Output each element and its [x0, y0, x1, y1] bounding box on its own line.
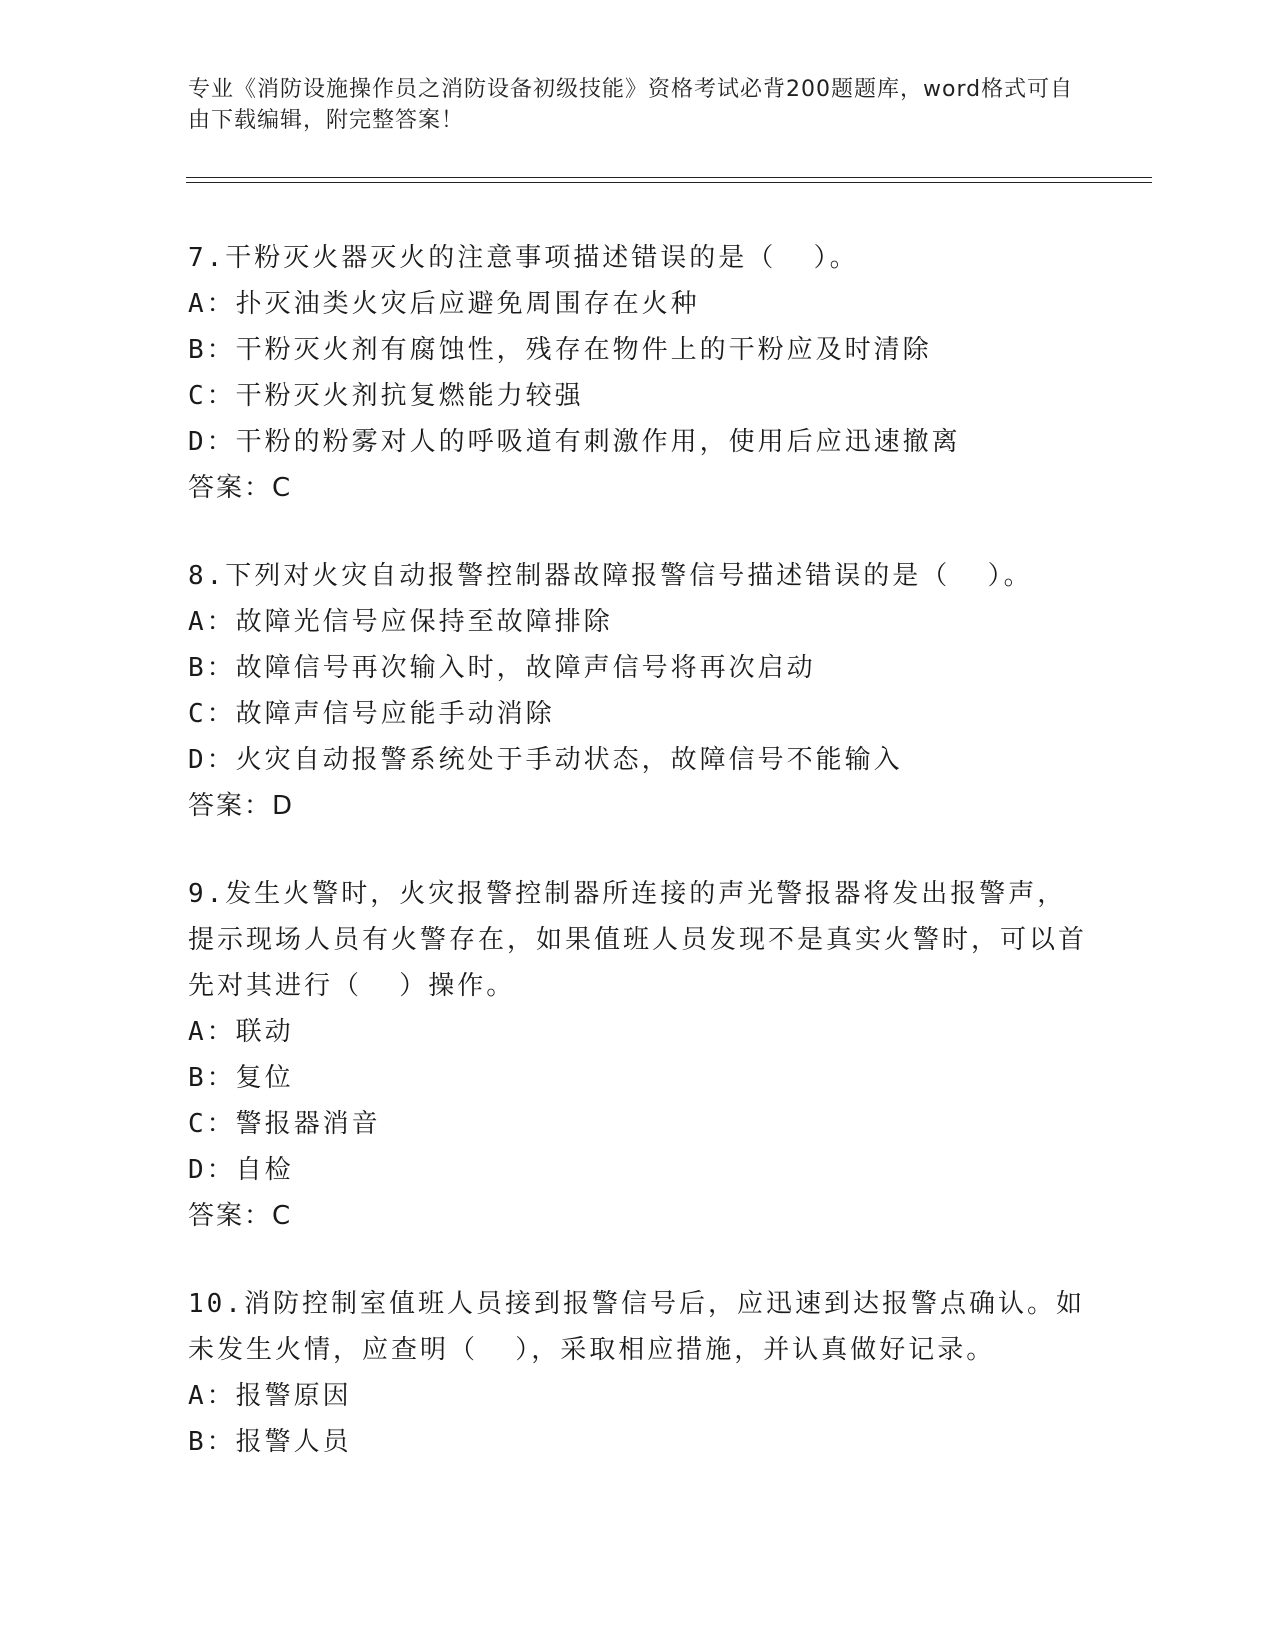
option-a: A：扑灭油类火灾后应避免周围存在火种 [188, 289, 700, 319]
question-7 [188, 235, 1088, 511]
question-stem: 8.下列对火灾自动报警控制器故障报警信号描述错误的是（ ）。 [188, 561, 1033, 591]
answer: 答案：D [188, 791, 295, 821]
document-header [188, 74, 1088, 136]
option-c: C：故障声信号应能手动消除 [188, 699, 555, 729]
option-d: D：干粉的粉雾对人的呼吸道有刺激作用，使用后应迅速撤离 [188, 427, 961, 457]
question-stem: 9.发生火警时，火灾报警控制器所连接的声光警报器将发出报警声，提示现场人员有火警存在，如果值班人员发现不是真实火警时，可以首先对其进行（ ）操作。 [188, 879, 1088, 1001]
question-8 [188, 553, 1088, 829]
question-10 [188, 1281, 1088, 1465]
option-a: A：报警原因 [188, 1381, 352, 1411]
option-d: D：自检 [188, 1155, 294, 1185]
option-c: C：警报器消音 [188, 1109, 381, 1139]
answer: 答案：C [188, 1201, 293, 1231]
header-divider-top [186, 177, 1152, 178]
question-stem: 7.干粉灭火器灭火的注意事项描述错误的是（ ）。 [188, 243, 859, 273]
option-c: C：干粉灭火剂抗复燃能力较强 [188, 381, 584, 411]
option-b: B：干粉灭火剂有腐蚀性，残存在物件上的干粉应及时清除 [188, 335, 932, 365]
option-b: B：故障信号再次输入时，故障声信号将再次启动 [188, 653, 816, 683]
option-b: B：报警人员 [188, 1427, 352, 1457]
question-list [188, 235, 1088, 1507]
option-d: D：火灾自动报警系统处于手动状态，故障信号不能输入 [188, 745, 903, 775]
question-9 [188, 871, 1088, 1239]
option-a: A：联动 [188, 1017, 294, 1047]
answer: 答案：C [188, 473, 293, 503]
header-title: 专业《消防设施操作员之消防设备初级技能》资格考试必背200题题库，word格式可自由下载编辑，附完整答案！ [188, 77, 1074, 133]
header-divider-bottom [186, 182, 1152, 183]
question-stem: 10.消防控制室值班人员接到报警信号后，应迅速到达报警点确认。如未发生火情，应查明（ ），采取相应措施，并认真做好记录。 [188, 1289, 1085, 1365]
option-b: B：复位 [188, 1063, 294, 1093]
option-a: A：故障光信号应保持至故障排除 [188, 607, 613, 637]
